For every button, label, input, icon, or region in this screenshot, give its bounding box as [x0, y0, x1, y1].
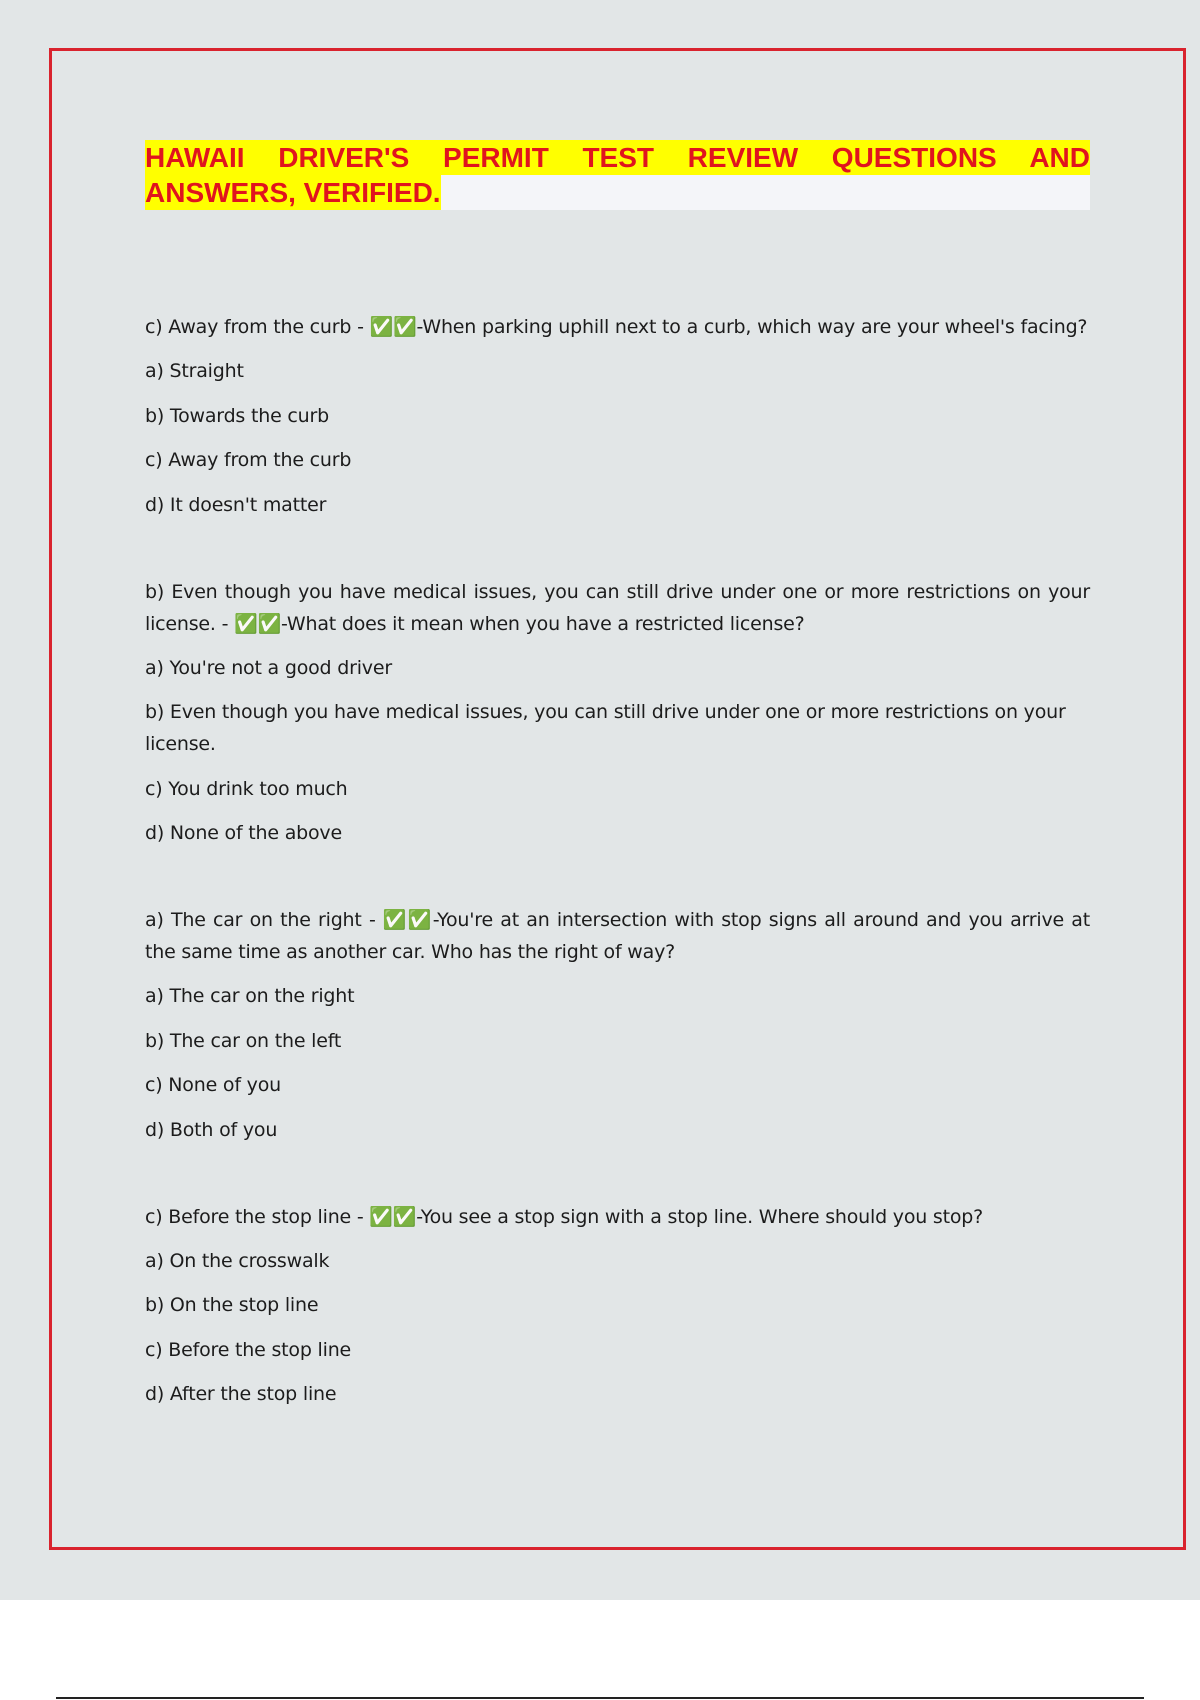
answer-option: b) Even though you have medical issues, you can still drive under one or more restrictions on your license.: [145, 701, 1066, 755]
question-prompt: c) Away from the curb - ✅✅-When parking uphill next to a curb, which way are your wheel's facing?: [145, 316, 1088, 338]
answer-option: c) Away from the curb: [145, 449, 352, 471]
question-block: [145, 311, 1090, 521]
answer-option: a) Straight: [145, 360, 244, 382]
question-prompt: a) The car on the right - ✅✅-You're at an intersection with stop signs all around and you arrive at the same time as another car. Who has the right of way?: [145, 909, 1090, 963]
answer-option: b) Towards the curb: [145, 404, 329, 427]
answer-option: d) It doesn't matter: [145, 493, 327, 516]
page-divider: [56, 1697, 1144, 1699]
document-content: [145, 140, 1090, 1465]
question-prompt: c) Before the stop line - ✅✅-You see a stop sign with a stop line. Where should you stop?: [145, 1205, 984, 1228]
question-block: [145, 576, 1090, 850]
title-line-2: ANSWERS, VERIFIED.: [145, 177, 441, 208]
title-line-2-row: [145, 175, 1090, 210]
question-block: [145, 904, 1090, 1146]
question-block: [145, 1201, 1090, 1411]
answer-option: c) Before the stop line: [145, 1338, 352, 1361]
answer-option: d) After the stop line: [145, 1383, 337, 1405]
answer-option: b) On the stop line: [145, 1294, 319, 1316]
question-prompt: b) Even though you have medical issues, you can still drive under one or more restrictions on your license. - ✅✅-What does it mean when you have a restricted license?: [145, 580, 1090, 635]
answer-option: a) The car on the right: [145, 985, 355, 1007]
answer-option: d) None of the above: [145, 822, 342, 844]
answer-option: d) Both of you: [145, 1118, 278, 1141]
answer-option: a) You're not a good driver: [145, 656, 392, 679]
answer-option: c) None of you: [145, 1074, 281, 1096]
answer-option: b) The car on the left: [145, 1029, 342, 1052]
document-title: [145, 140, 1090, 210]
answer-option: a) On the crosswalk: [145, 1249, 330, 1272]
title-line-1: HAWAII DRIVER'S PERMIT TEST REVIEW QUESTIONS AND: [145, 142, 1090, 173]
answer-option: c) You drink too much: [145, 777, 348, 800]
question-list: [145, 311, 1090, 1410]
